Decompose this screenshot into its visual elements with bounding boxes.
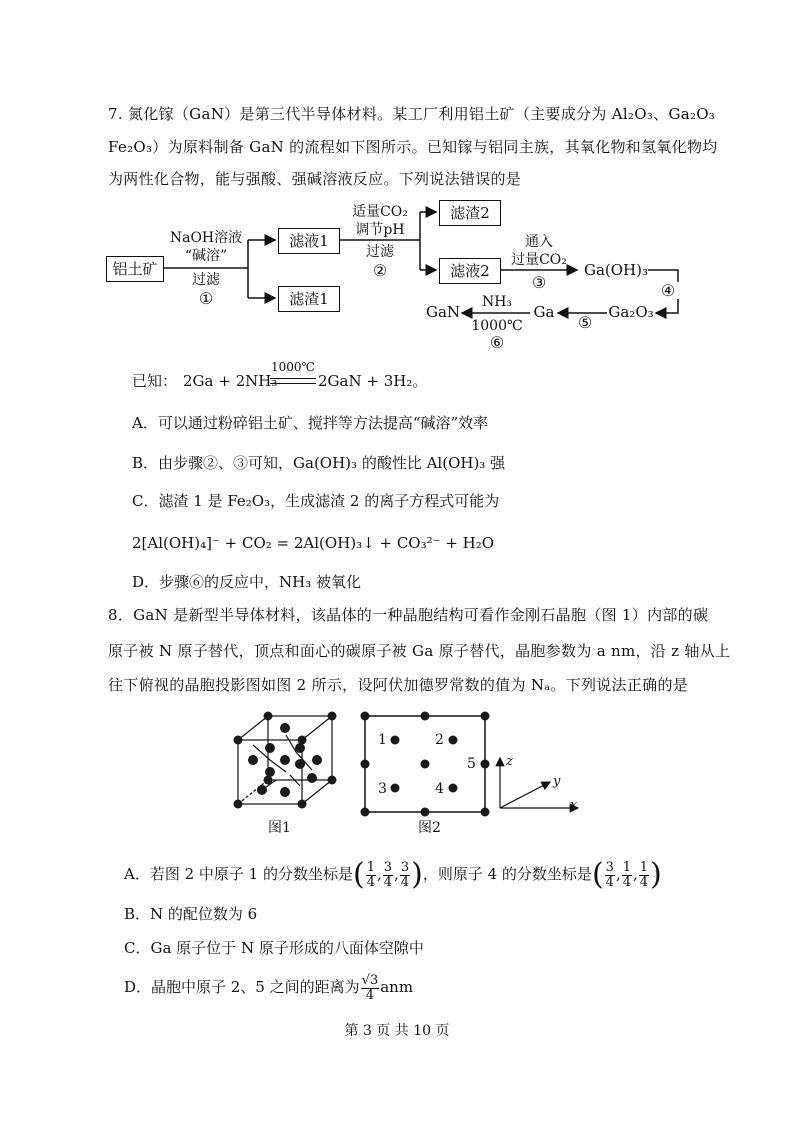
step6-number: ⑥: [489, 333, 505, 352]
q8-option-b: B．N 的配位数为 6: [124, 905, 258, 923]
known-left: 2Ga + 2NH₃: [183, 372, 278, 390]
q8-option-d-post: anm: [380, 978, 414, 996]
q7-option-d: D．步骤⑥的反应中，NH₃ 被氧化: [132, 573, 362, 591]
q7-line2: Fe₂O₃）为原料制备 GaN 的流程如下图所示。已知镓与铝同主族，其氧化物和氢氧化物均: [108, 138, 718, 156]
step2-filter: 过滤: [366, 244, 394, 260]
step5-number: ⑤: [577, 313, 593, 332]
figure1-caption: 图1: [268, 820, 291, 836]
step3-text: 通入: [525, 234, 553, 250]
ga2o3-label: Ga₂O₃: [608, 303, 654, 321]
axis-y-label: y: [553, 774, 561, 789]
step1-reagent: NaOH溶液: [169, 230, 243, 246]
q7-option-c-equation: 2[Al(OH)₄]⁻ + CO₂ = 2Al(OH)₃↓ + CO₃²⁻ + H₂O: [132, 534, 495, 552]
q8-line2: 原子被 N 原子替代，顶点和面心的碳原子被 Ga 原子替代，晶胞参数为 a nm，沿 z 轴从上: [108, 642, 731, 660]
q8-option-d-pre: D．晶胞中原子 2、5 之间的距离为: [124, 978, 360, 996]
step4-number: ④: [656, 282, 680, 299]
filtrate1-box: 滤液1: [278, 228, 340, 254]
q8-line1: 8．GaN 是新型半导体材料，该晶体的一种晶胞结构可看作金刚石晶胞（图 1）内部的碳: [108, 606, 709, 624]
ga-label: Ga: [533, 303, 555, 321]
fig2-atom-2: 2: [435, 732, 444, 748]
q7-option-b: B．由步骤②、③可知，Ga(OH)₃ 的酸性比 Al(OH)₃ 强: [132, 454, 506, 472]
ore-box: 铝土矿: [106, 256, 164, 282]
step3-reagent: 过量CO₂: [511, 252, 567, 268]
step1-name: “碱溶”: [184, 248, 228, 264]
step1-number: ①: [198, 289, 214, 308]
page-footer: 第 3 页 共 10 页: [344, 1023, 450, 1039]
coordA2-y: $\frac{1}{4}$: [622, 859, 631, 890]
step2-ph: 调节pH: [355, 222, 405, 238]
step3-number: ③: [531, 273, 547, 292]
gan-label: GaN: [425, 303, 461, 321]
step6-temp: 1000℃: [471, 318, 523, 334]
q8-option-c: C．Ga 原子位于 N 原子形成的八面体空隙中: [124, 939, 424, 957]
axis-x-label: x: [570, 798, 578, 813]
step1-filter: 过滤: [192, 272, 220, 288]
coordA1-z: $\frac{3}{4}$: [400, 859, 410, 890]
figure2-caption: 图2: [418, 820, 441, 836]
q7-line3: 为两性化合物，能与强酸、强碱溶液反应。下列说法错误的是: [108, 170, 522, 188]
known-prefix: 已知：: [132, 372, 178, 390]
known-right: 2GaN + 3H₂。: [318, 372, 428, 390]
q8-line3: 往下俯视的晶胞投影图如图 2 所示，设阿伏加德罗常数的值为 Nₐ。下列说法正确的是: [108, 676, 689, 694]
step2-reagent: 适量CO₂: [352, 204, 408, 220]
q8-option-a-mid: ，则原子 4 的分数坐标是: [422, 865, 592, 883]
fig2-atom-3: 3: [378, 781, 387, 797]
q7-option-c: C．滤渣 1 是 Fe₂O₃，生成滤渣 2 的离子方程式可能为: [132, 492, 500, 510]
q8-option-a: A．若图 2 中原子 1 的分数坐标是( $\frac{1}{4}$ , $\frac{3}{4}$ , $\frac{3}{4}$ )，则原子 4 的分数坐标是( $\frac{3}{4}$ , $\frac{1}{4}$ , $\frac{1}{4}$ ): [124, 857, 662, 892]
gaoh3-label: Ga(OH)₃: [583, 261, 649, 279]
q7-option-a: A．可以通过粉碎铝土矿、搅拌等方法提高“碱溶”效率: [132, 414, 489, 432]
q8-option-a-pre: A．若图 2 中原子 1 的分数坐标是: [124, 865, 353, 883]
filtrate2-box: 滤液2: [439, 258, 501, 284]
coordA2-x: $\frac{3}{4}$: [605, 859, 614, 890]
q8-option-d: [124, 970, 413, 1004]
coordA1-y: $\frac{3}{4}$: [383, 859, 393, 890]
coordA2-z: $\frac{1}{4}$: [639, 859, 649, 890]
coordA1-x: $\frac{1}{4}$: [366, 859, 375, 890]
known-condition: 1000℃: [271, 360, 315, 374]
step6-reagent: NH₃: [481, 294, 513, 310]
fig2-atom-1: 1: [378, 732, 387, 748]
fig2-atom-4: 4: [435, 781, 444, 797]
axis-z-label: z: [506, 754, 513, 769]
residue1-box: 滤渣1: [278, 286, 340, 312]
fig2-atom-5: 5: [467, 756, 476, 772]
residue2-box: 滤渣2: [439, 200, 501, 226]
q7-line1: 7. 氮化镓（GaN）是第三代半导体材料。某工厂利用铝土矿（主要成分为 Al₂O₃、Ga₂O₃: [108, 105, 716, 123]
step2-number: ②: [372, 261, 388, 280]
q8-option-d-fraction: $\frac{√3}{4}$: [361, 972, 379, 1003]
